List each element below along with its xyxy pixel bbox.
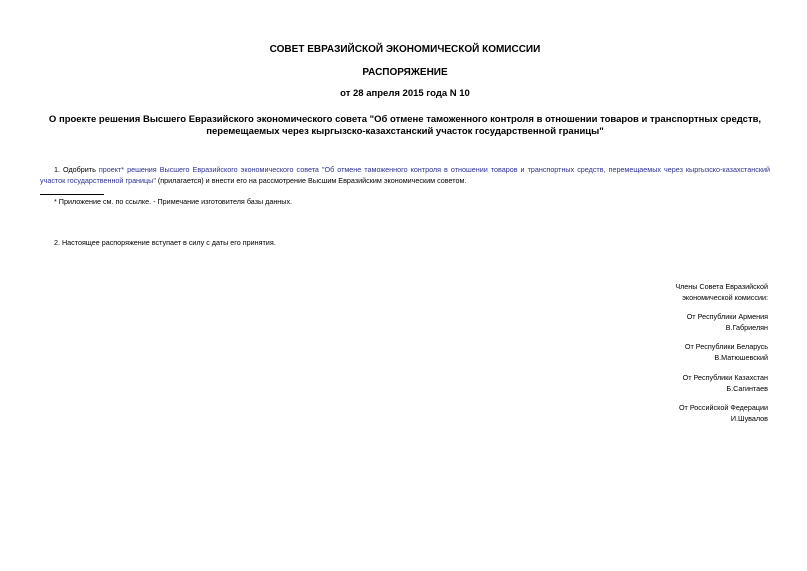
- signature-country: От Российской Федерации: [678, 403, 768, 412]
- signature-country: От Республики Казахстан: [682, 373, 768, 382]
- signature-country: От Республики Армения: [686, 312, 768, 321]
- signature-name: В.Матюшевский: [714, 352, 768, 362]
- paragraph-2: 2. Настоящее распоряжение вступает в силу с даты его принятия.: [54, 238, 276, 247]
- signature-block-kazakhstan: [468, 373, 768, 394]
- document-subject-line-1: О проекте решения Высшего Евразийского экономического совета "Об отмене таможенного контроля в отношении товаров и транспортных средств,: [48, 114, 762, 125]
- signature-block-russia: [468, 403, 768, 424]
- paragraph-1: [40, 165, 770, 186]
- document-subject-line-2: перемещаемых через кыргызско-казахстанский участок государственной границы": [206, 126, 604, 137]
- footnote-divider: [40, 194, 104, 195]
- signatures-intro-line-1: Члены Совета Евразийской: [675, 282, 768, 291]
- paragraph-1-suffix: (прилагается) и внести его на рассмотрение Высшим Евразийским экономическим советом.: [155, 175, 467, 185]
- signatures-intro-line-2: экономической комиссии:: [682, 292, 768, 302]
- signatures-intro: [468, 282, 768, 303]
- signature-block-armenia: [468, 312, 768, 333]
- signature-name: Б.Сагинтаев: [726, 383, 768, 393]
- draft-decision-link[interactable]: проект* решения Высшего Евразийского экономического совета "Об отмене таможенного контроля в отношении товаров и транспортных средств, перемещаемых через кыргызско-казахстанский участок государственной границы": [40, 165, 770, 185]
- document-date-number: от 28 апреля 2015 года N 10: [340, 88, 470, 99]
- paragraph-1-prefix: 1. Одобрить: [54, 165, 99, 174]
- document-type: РАСПОРЯЖЕНИЕ: [362, 67, 448, 78]
- signature-block-belarus: [468, 342, 768, 363]
- signature-country: От Республики Беларусь: [684, 342, 768, 351]
- signature-name: В.Габриелян: [725, 322, 768, 332]
- footnote: * Приложение см. по ссылке. - Примечание изготовителя базы данных.: [54, 197, 293, 206]
- signature-name: И.Шувалов: [730, 413, 768, 423]
- document-subject: [40, 114, 770, 138]
- organization-title: СОВЕТ ЕВРАЗИЙСКОЙ ЭКОНОМИЧЕСКОЙ КОМИССИИ: [269, 44, 541, 55]
